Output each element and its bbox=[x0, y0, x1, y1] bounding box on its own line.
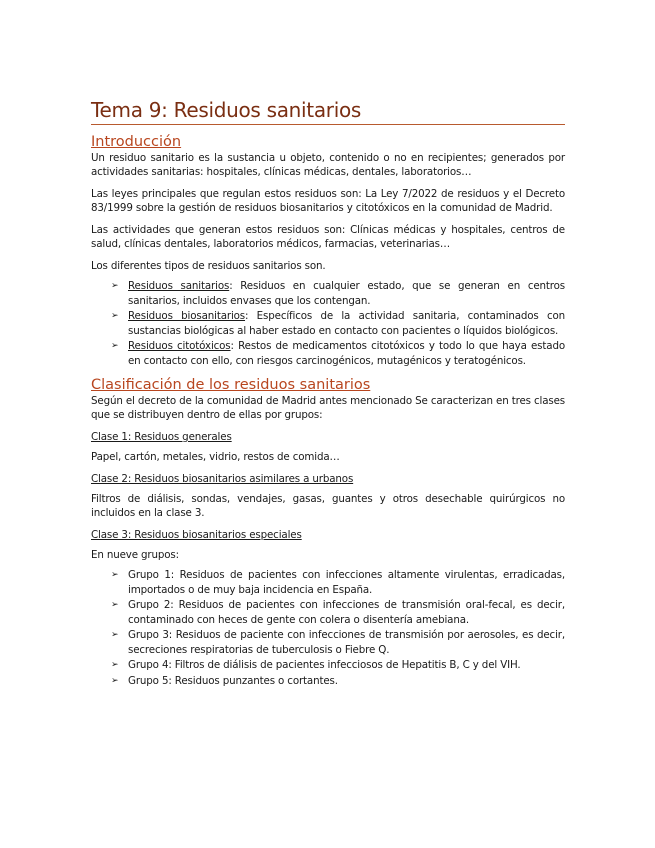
clase-2-label: Clase 2: Residuos biosanitarios asimilares a urbanos bbox=[91, 473, 354, 485]
list-item-term: Residuos citotóxicos bbox=[128, 340, 231, 352]
list-item bbox=[91, 674, 565, 689]
grupo-text: Grupo 5: Residuos punzantes o cortantes. bbox=[128, 674, 338, 687]
list-item bbox=[91, 339, 565, 368]
arrow-bullet-icon: ➢ bbox=[111, 311, 119, 321]
list-item bbox=[91, 628, 565, 657]
section-heading-introduccion bbox=[91, 134, 565, 151]
arrow-bullet-icon: ➢ bbox=[111, 570, 119, 580]
grupo-text: Grupo 3: Residuos de paciente con infecciones de transmisión por aerosoles, es decir, secreciones respiratorias de tuberculosis o Fiebre Q. bbox=[128, 629, 565, 656]
list-item bbox=[91, 568, 565, 597]
grupo-text: Grupo 4: Filtros de diálisis de pacientes infecciosos de Hepatitis B, C y del VIH. bbox=[128, 659, 521, 671]
page-title: Tema 9: Residuos sanitarios bbox=[91, 98, 565, 125]
intro-paragraph-2: Las leyes principales que regulan estos residuos son: La Ley 7/2022 de residuos y el Decreto 83/1999 sobre la gestión de residuos biosanitarios y citotóxicos en la comunidad de Madrid. bbox=[91, 188, 565, 214]
list-item bbox=[91, 309, 565, 338]
intro-paragraph-4: Los diferentes tipos de residuos sanitarios son. bbox=[91, 260, 326, 272]
list-item-term: Residuos sanitarios bbox=[128, 280, 230, 292]
arrow-bullet-icon: ➢ bbox=[111, 660, 119, 670]
clasificacion-paragraph: Según el decreto de la comunidad de Madrid antes mencionado Se caracterizan en tres clases que se distribuyen dentro de ellas por grupos: bbox=[91, 395, 565, 421]
arrow-bullet-icon: ➢ bbox=[111, 341, 119, 351]
list-item-text: : Específicos de la actividad sanitaria, contaminados con sustancias biológicas al haber estado en contacto con pacientes o líquidos biológicos. bbox=[128, 310, 565, 337]
list-item bbox=[91, 598, 565, 627]
clase-3-label: Clase 3: Residuos biosanitarios especiales bbox=[91, 529, 302, 541]
grupo-text: Grupo 1: Residuos de pacientes con infecciones altamente virulentas, erradicadas, importados o de muy baja incidencia en España. bbox=[128, 569, 565, 596]
clase-3-intro: En nueve grupos: bbox=[91, 549, 179, 561]
residue-types-list bbox=[91, 279, 565, 368]
grupos-list bbox=[91, 568, 565, 688]
section-heading-clasificacion bbox=[91, 377, 565, 394]
intro-paragraph-3: Las actividades que generan estos residuos son: Clínicas médicas y hospitales, centros de salud, clínicas dentales, laboratorios médicos, farmacias, veterinarias… bbox=[91, 224, 565, 250]
list-item-text: : Residuos en cualquier estado, que se generan en centros sanitarios, incluidos envases que los contengan. bbox=[128, 280, 565, 307]
list-item-term: Residuos biosanitarios bbox=[128, 310, 246, 322]
arrow-bullet-icon: ➢ bbox=[111, 630, 119, 640]
document-content bbox=[91, 98, 565, 694]
section-heading-text: Introducción bbox=[91, 134, 182, 150]
arrow-bullet-icon: ➢ bbox=[111, 600, 119, 610]
list-item bbox=[91, 658, 565, 673]
intro-paragraph-1: Un residuo sanitario es la sustancia u objeto, contenido o no en recipientes; generados por actividades sanitarias: hospitales, clínicas médicas, dentales, laboratorios… bbox=[91, 152, 565, 178]
arrow-bullet-icon: ➢ bbox=[111, 281, 119, 291]
list-item bbox=[91, 279, 565, 308]
list-item-text: : Restos de medicamentos citotóxicos y todo lo que haya estado en contacto con ello, con riesgos carcinogénicos, mutagénicos y teratogénicos. bbox=[128, 340, 565, 367]
clase-1-text: Papel, cartón, metales, vidrio, restos de comida… bbox=[91, 451, 340, 463]
clase-2-text: Filtros de diálisis, sondas, vendajes, gasas, guantes y otros desechable quirúrgicos no incluidos en la clase 3. bbox=[91, 493, 565, 519]
clase-1-label: Clase 1: Residuos generales bbox=[91, 431, 232, 443]
section-heading-text: Clasificación de los residuos sanitarios bbox=[91, 377, 371, 393]
arrow-bullet-icon: ➢ bbox=[111, 675, 119, 686]
grupo-text: Grupo 2: Residuos de pacientes con infecciones de transmisión oral-fecal, es decir, contaminado con heces de gente con colera o disentería amebiana. bbox=[128, 599, 565, 626]
